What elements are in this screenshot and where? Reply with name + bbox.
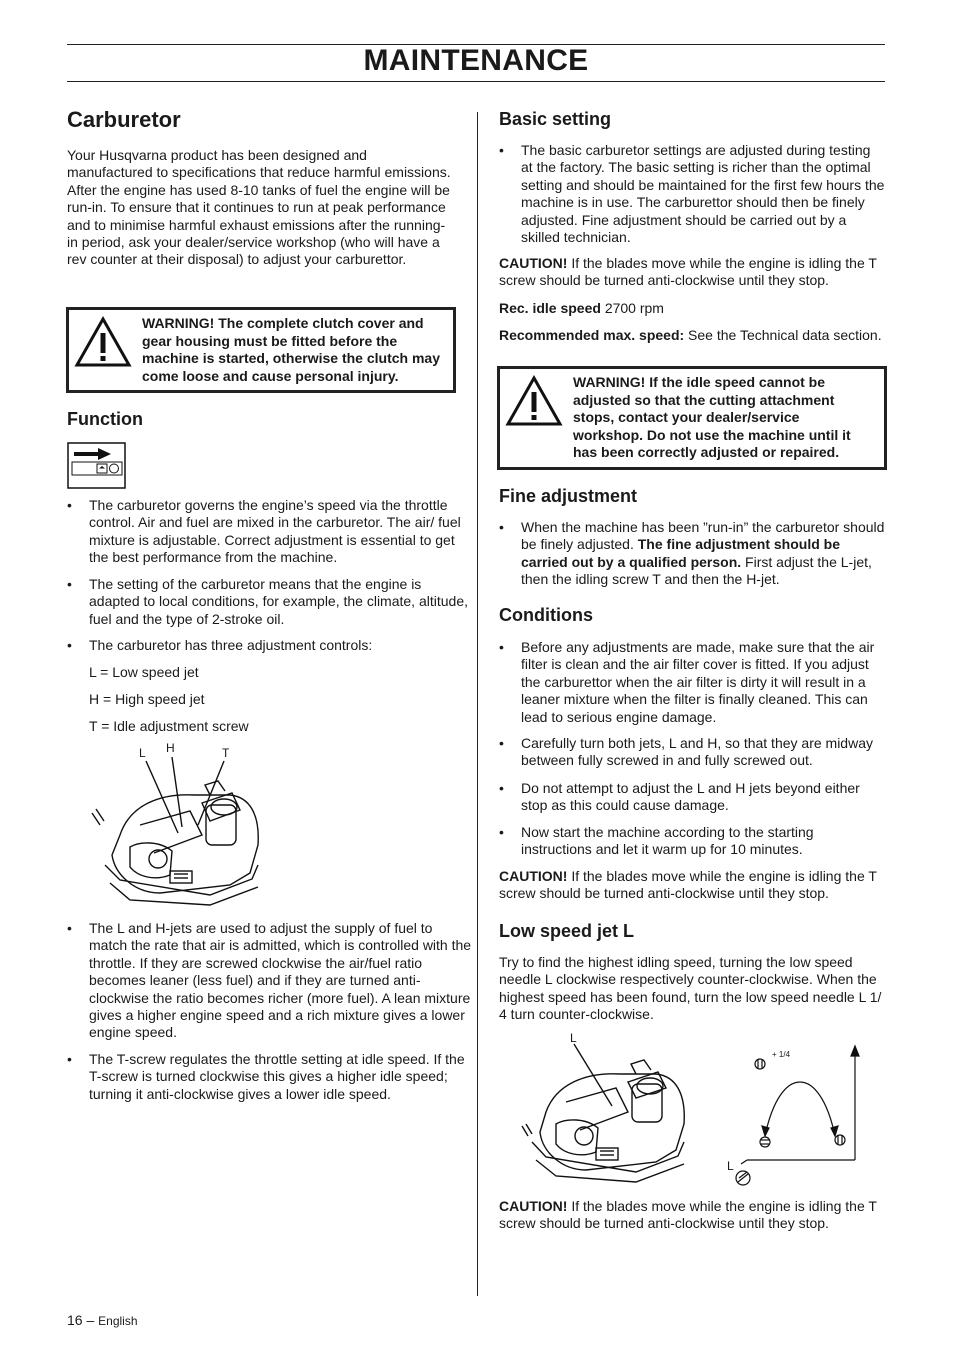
fine-adjustment-heading: Fine adjustment (499, 486, 638, 506)
function-bullet-3: • The carburetor has three adjustment controls: (67, 637, 473, 654)
warning-text-clutch: WARNING! The complete clutch cover and gear housing must be fitted before the machine is started, otherwise the clutch may come loose and cause personal injury. (142, 315, 440, 384)
title-rule (67, 81, 885, 82)
graph-label-l: L (727, 1159, 734, 1173)
warning-box-clutch (66, 307, 456, 393)
control-high-speed: H = High speed jet (89, 691, 205, 707)
page-footer: 16 – English (67, 1312, 138, 1328)
warning-triangle-icon (74, 316, 132, 368)
conditions-bullet-3: • Do not attempt to adjust the L and H jets beyond either stop as this could cause damage. (499, 780, 885, 815)
function-arrow-icon (67, 442, 126, 489)
warning-triangle-icon (505, 375, 563, 427)
conditions-bullet-2: • Carefully turn both jets, L and H, so that they are midway between fully screwed in and fully screwed out. (499, 735, 885, 770)
conditions-bullet-1: • Before any adjustments are made, make sure that the air filter is clean and the air filter cover is fitted. If you adjust the carburettor when the air filter is dirty it will result in a leaner mixture when the filter is finally cleaned. This can lead to serious engine damage. (499, 639, 885, 726)
adjustment-graph (735, 1044, 860, 1189)
figure-label-l: L (139, 746, 146, 760)
conditions-bullet-4: • Now start the machine according to the starting instructions and let it warm up for 10 minutes. (499, 824, 885, 859)
function-bullet-1: • The carburetor governs the engine’s speed via the throttle control. Air and fuel are mixed in the carburetor. The air/ fuel mixture is adjustable. Correct adjustment is essential to get the best performance from the machine. (67, 497, 473, 567)
figure-label-t: T (222, 746, 230, 760)
graph-quarter-turn-label: + 1/4 (772, 1050, 791, 1059)
figure-label-h: H (166, 741, 175, 755)
carburetor-illustration (90, 755, 265, 910)
intro-paragraph: Your Husqvarna product has been designed and manufactured to specifications that reduce harmful emissions. After the engine has used 8-10 tanks of fuel the engine will be run-in. To ensure that it continues to run at peak performance and to minimise harmful exhaust emissions after the running-in period, ask your dealer/service workshop (who will have a rev counter at their disposal) to adjust your carburettor. (67, 147, 451, 268)
basic-setting-bullet: • The basic carburetor settings are adjusted during testing at the factory. The basic setting is richer than the optimal setting and should be maintained for the first few hours the machine is in use. The carburettor should then be finely adjusted. Fine adjustment should be carried out by a skilled technician. (499, 142, 885, 246)
caution-basic: CAUTION! If the blades move while the engine is idling the T screw should be turned anti-clockwise until they stop. (499, 255, 877, 289)
function-bullet-2: • The setting of the carburetor means that the engine is adapted to local conditions, for example, the climate, altitude, fuel and the type of 2-stroke oil. (67, 576, 473, 628)
caution-conditions: CAUTION! If the blades move while the engine is idling the T screw should be turned anti-clockwise until they stop. (499, 868, 877, 902)
low-speed-jet-paragraph: Try to find the highest idling speed, turning the low speed needle L clockwise respectively counter-clockwise. When the highest speed has been found, turn the low speed needle L 1/ 4 turn counter-clockwise. (499, 954, 882, 1023)
basic-setting-heading: Basic setting (499, 109, 612, 129)
rec-idle-speed: Rec. idle speed 2700 rpm (499, 300, 664, 316)
page-title: MAINTENANCE (363, 44, 589, 77)
warning-box-idle (497, 366, 887, 470)
caution-low-speed: CAUTION! If the blades move while the engine is idling the T screw should be turned anti-clockwise until they stop. (499, 1198, 877, 1232)
fine-adjustment-bullet: • When the machine has been ”run-in” the carburetor should be finely adjusted. The fine adjustment should be carried out by a qualified person. First adjust the L-jet, then the idling screw T and then the H-jet. (499, 519, 885, 589)
control-low-speed: L = Low speed jet (89, 664, 199, 680)
carburetor-illustration-2 (520, 1040, 692, 1185)
function-heading: Function (67, 409, 143, 429)
low-speed-jet-heading: Low speed jet L (499, 921, 635, 941)
rec-max-speed: Recommended max. speed: See the Technical data section. (499, 327, 882, 343)
function-bullet-4: • The L and H-jets are used to adjust the supply of fuel to match the rate that air is admitted, which is controlled with the throttle. If they are screwed clockwise the air/fuel ratio becomes leaner (less fuel) and if they are turned anti-clockwise the ratio becomes richer (more fuel). A lean mixture gives a higher engine speed and a rich mixture gives a lower engine speed. (67, 920, 473, 1042)
warning-text-idle: WARNING! If the idle speed cannot be adjusted so that the cutting attachment stops, contact your dealer/service workshop. Do not use the machine until it has been correctly adjusted or repaired. (573, 374, 851, 460)
conditions-heading: Conditions (499, 605, 593, 625)
function-bullet-5: • The T-screw regulates the throttle setting at idle speed. If the T-screw is turned clockwise this gives a higher idle speed; turning it anti-clockwise gives a lower idle speed. (67, 1051, 473, 1103)
carburetor-heading: Carburetor (67, 107, 181, 132)
figure2-label-l: L (570, 1031, 577, 1045)
control-idle-screw: T = Idle adjustment screw (89, 718, 249, 734)
column-divider (477, 112, 478, 1296)
